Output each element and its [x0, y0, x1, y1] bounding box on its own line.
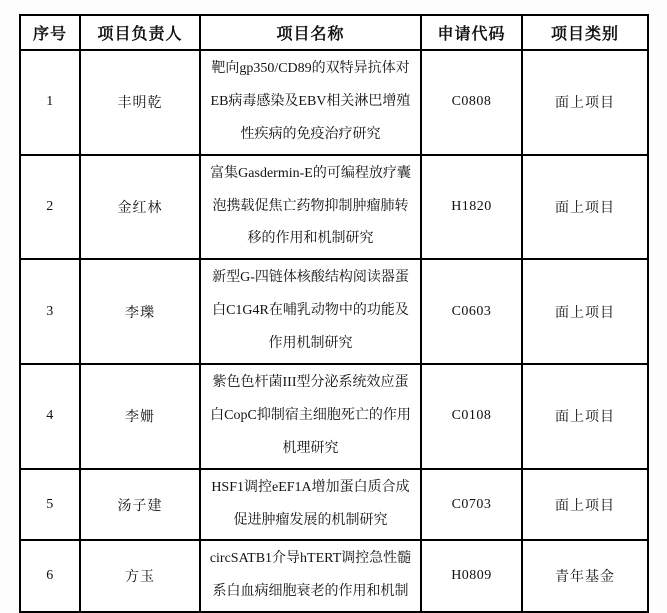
header-code: 申请代码	[421, 15, 522, 50]
project-table	[19, 14, 649, 613]
cell-code: C0703	[421, 469, 522, 541]
cell-no: 4	[20, 364, 80, 469]
cell-leader: 李瓅	[80, 259, 200, 364]
cell-code: C0808	[421, 50, 522, 155]
header-category: 项目类别	[522, 15, 648, 50]
table-row	[20, 155, 648, 260]
cell-no: 5	[20, 469, 80, 541]
cell-category: 面上项目	[522, 364, 648, 469]
cell-code: C0108	[421, 364, 522, 469]
cell-title: 紫色色杆菌III型分泌系统效应蛋白CopC抑制宿主细胞死亡的作用机理研究	[200, 364, 421, 469]
cell-no: 3	[20, 259, 80, 364]
cell-category: 面上项目	[522, 469, 648, 541]
cell-title: 靶向gp350/CD89的双特异抗体对EB病毒感染及EBV相关淋巴增殖性疾病的免疫治疗研究	[200, 50, 421, 155]
cell-code: C0603	[421, 259, 522, 364]
cell-leader: 汤子建	[80, 469, 200, 541]
cell-category: 青年基金	[522, 540, 648, 612]
table-row	[20, 364, 648, 469]
cell-code: H1820	[421, 155, 522, 260]
cell-no: 6	[20, 540, 80, 612]
cell-category: 面上项目	[522, 155, 648, 260]
table-row	[20, 469, 648, 541]
cell-no: 2	[20, 155, 80, 260]
table-row	[20, 50, 648, 155]
table-header-row	[20, 15, 648, 50]
header-leader: 项目负责人	[80, 15, 200, 50]
cell-leader: 方玉	[80, 540, 200, 612]
cell-title: 新型G-四链体核酸结构阅读器蛋白C1G4R在哺乳动物中的功能及作用机制研究	[200, 259, 421, 364]
header-title: 项目名称	[200, 15, 421, 50]
header-no: 序号	[20, 15, 80, 50]
cell-title: HSF1调控eEF1A增加蛋白质合成促进肿瘤发展的机制研究	[200, 469, 421, 541]
cell-no: 1	[20, 50, 80, 155]
table-row	[20, 259, 648, 364]
cell-category: 面上项目	[522, 50, 648, 155]
cell-leader: 金红林	[80, 155, 200, 260]
cell-title: circSATB1介导hTERT调控急性髓系白血病细胞衰老的作用和机制	[200, 540, 421, 612]
cell-leader: 李姗	[80, 364, 200, 469]
cell-leader: 丰明乾	[80, 50, 200, 155]
cell-category: 面上项目	[522, 259, 648, 364]
cell-title: 富集Gasdermin-E的可编程放疗囊泡携载促焦亡药物抑制肿瘤肺转移的作用和机制研究	[200, 155, 421, 260]
cell-code: H0809	[421, 540, 522, 612]
table-row	[20, 540, 648, 612]
